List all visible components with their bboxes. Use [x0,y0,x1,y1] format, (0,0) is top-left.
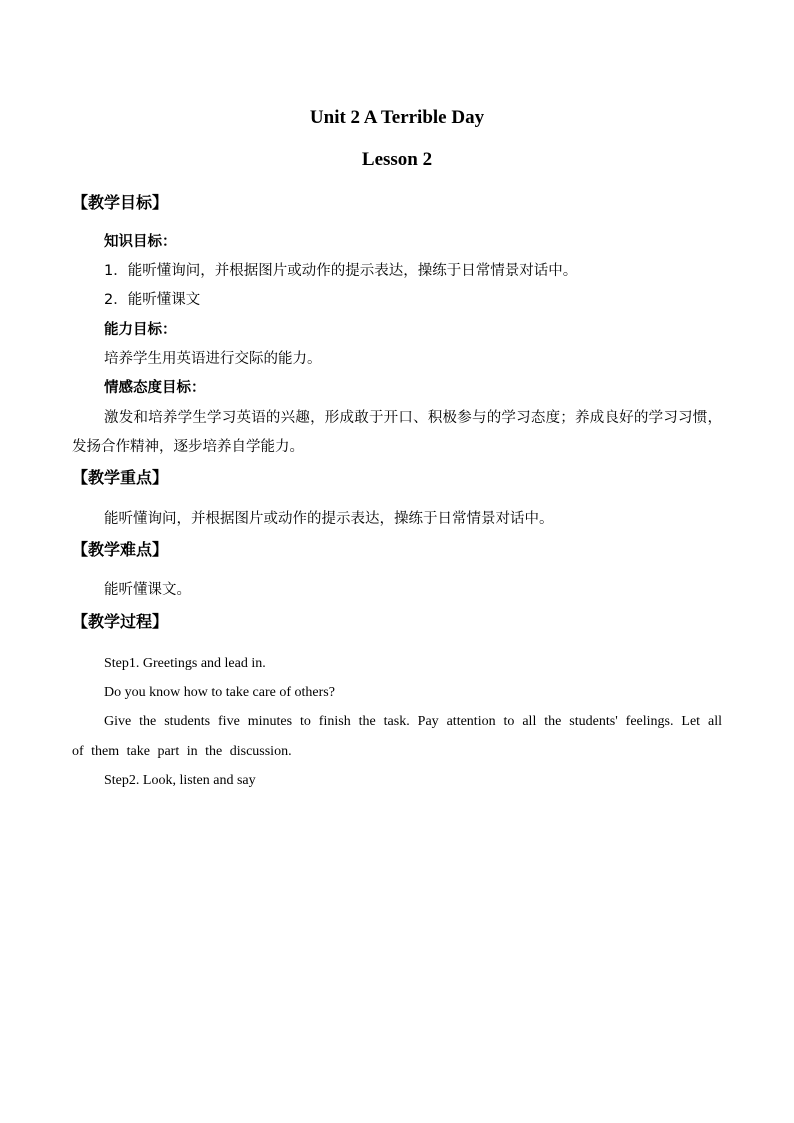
document-subtitle: Lesson 2 [361,149,433,170]
objectives-heading: 【教学目标】 [72,193,169,212]
emotion-objective-heading: 情感态度目标： [104,380,206,396]
difficulties-heading: 【教学难点】 [72,540,169,559]
question-line: Do you know how to take care of others? [104,685,335,700]
knowledge-item-2: 2．能听懂课文 [104,292,201,308]
emotion-objective-text: 激发和培养学生学习英语的兴趣，形成敢于开口、积极参与的学习态度；养成良好的学习习惯，发扬合作精神，逐步培养自学能力。 [72,410,722,455]
knowledge-item-1: 1．能听懂询问，并根据图片或动作的提示表达，操练于日常情景对话中。 [104,263,578,279]
ability-objective-heading: 能力目标： [104,322,177,338]
instruction-paragraph: Give the students five minutes to finish the task. Pay attention to all the students' feelings. Let all of them take part in the discussion. [72,714,722,759]
knowledge-objective-heading: 知识目标： [104,234,177,250]
key-points-heading: 【教学重点】 [72,468,169,487]
ability-objective-text: 培养学生用英语进行交际的能力。 [104,351,322,367]
key-points-text: 能听懂询问，并根据图片或动作的提示表达，操练于日常情景对话中。 [104,511,554,527]
step1-line: Step1. Greetings and lead in. [104,656,266,671]
difficulties-text: 能听懂课文。 [104,582,191,598]
process-heading: 【教学过程】 [72,612,169,631]
document-title: Unit 2 A Terrible Day [309,107,485,128]
step2-line: Step2. Look, listen and say [104,773,256,788]
